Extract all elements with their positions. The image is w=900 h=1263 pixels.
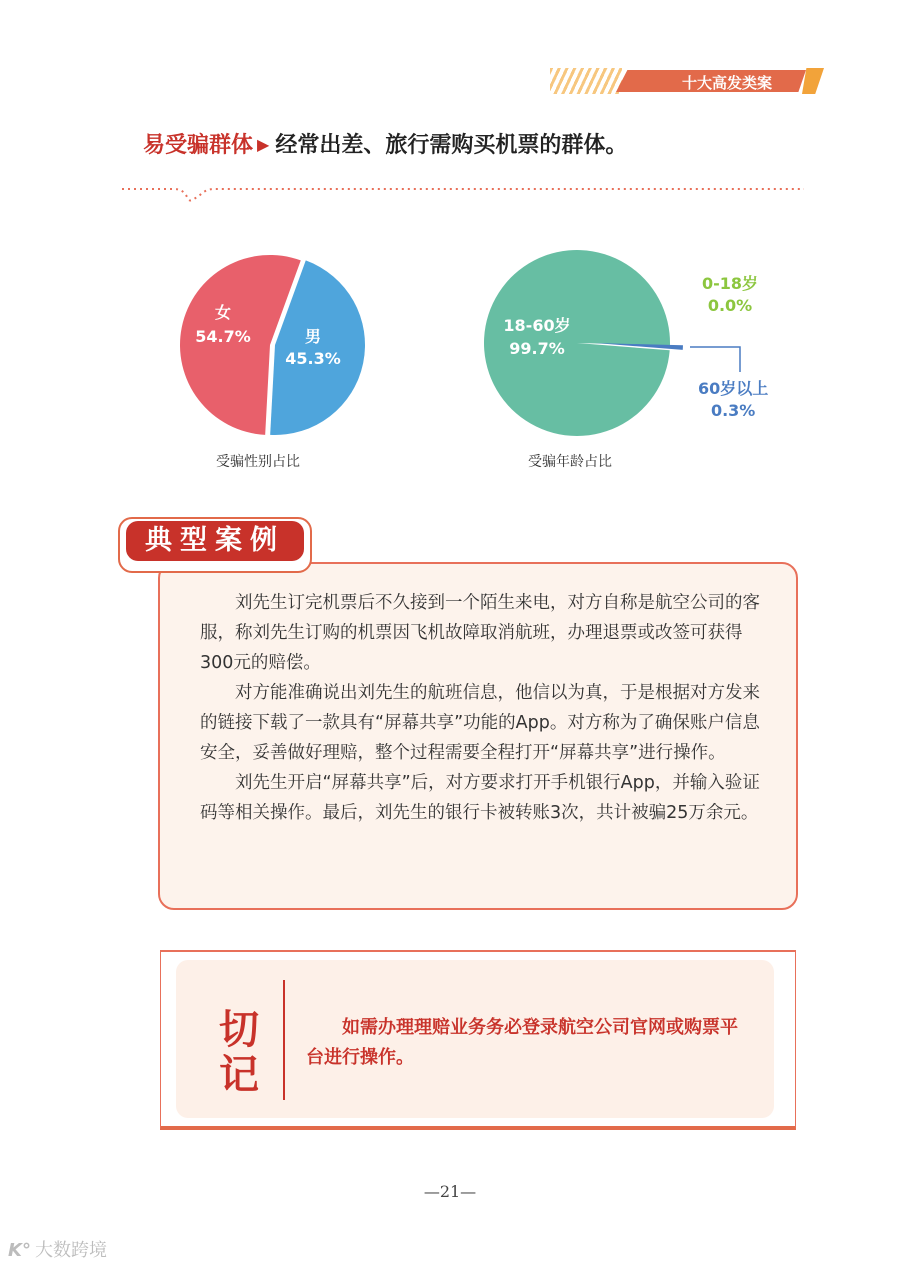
remember-char-2: 记: [219, 1051, 259, 1098]
pie-charts: [0, 0, 900, 500]
caption-age: 受骗年龄占比: [528, 454, 612, 470]
victim-group-text: 经常出差、旅行需购买机票的群体。: [275, 133, 628, 158]
label-female: 女: [214, 303, 232, 322]
watermark-text: 大数跨境: [34, 1240, 107, 1261]
label-60-plus-value: 0.3%: [710, 401, 756, 420]
value-female: 54.7%: [195, 327, 251, 346]
label-18-60: 18-60岁: [503, 316, 571, 335]
label-0-18-name: 0-18岁: [702, 274, 759, 293]
watermark-logo: K°: [8, 1240, 31, 1261]
label-60-plus: [698, 378, 768, 422]
case-title: 典型案例: [126, 521, 304, 561]
label-60-plus-name: 60岁以上: [698, 379, 769, 398]
page-number: —21—: [423, 1182, 477, 1201]
label-0-18: [702, 273, 758, 317]
leader-line-60-plus: [690, 347, 740, 372]
value-18-60: 99.7%: [509, 339, 565, 358]
ribbon-title: 十大高发类案: [682, 74, 773, 92]
label-male: 男: [304, 327, 322, 346]
case-paragraph-1: 刘先生订完机票后不久接到一个陌生来电，对方自称是航空公司的客服，称刘先生订购的机票因飞机故障取消航班，办理退票或改签可获得300元的赔偿。: [200, 593, 760, 673]
triangle-right-icon: ▶: [257, 135, 270, 154]
case-paragraph-2: 对方能准确说出刘先生的航班信息，他信以为真，于是根据对方发来的链接下载了一款具有“屏幕共享”功能的App。对方称为了确保账户信息安全，妥善做好理赔，整个过程需要全程打开“屏幕共享”进行操作。: [200, 683, 760, 763]
victim-group-label: 易受骗群体: [143, 133, 254, 158]
remember-text: 如需办理理赔业务务必登录航空公司官网或购票平台进行操作。: [306, 1017, 738, 1068]
remember-char-1: 切: [219, 1006, 259, 1053]
label-0-18-value: 0.0%: [707, 296, 753, 315]
remember-divider: [283, 980, 285, 1100]
case-body: [200, 588, 774, 828]
caption-gender: 受骗性别占比: [216, 454, 300, 470]
watermark: [8, 1236, 107, 1262]
case-paragraph-3: 刘先生开启“屏幕共享”后，对方要求打开手机银行App，并输入验证码等相关操作。最后，刘先生的银行卡被转账3次，共计被骗25万余元。: [200, 773, 760, 823]
value-male: 45.3%: [285, 349, 341, 368]
